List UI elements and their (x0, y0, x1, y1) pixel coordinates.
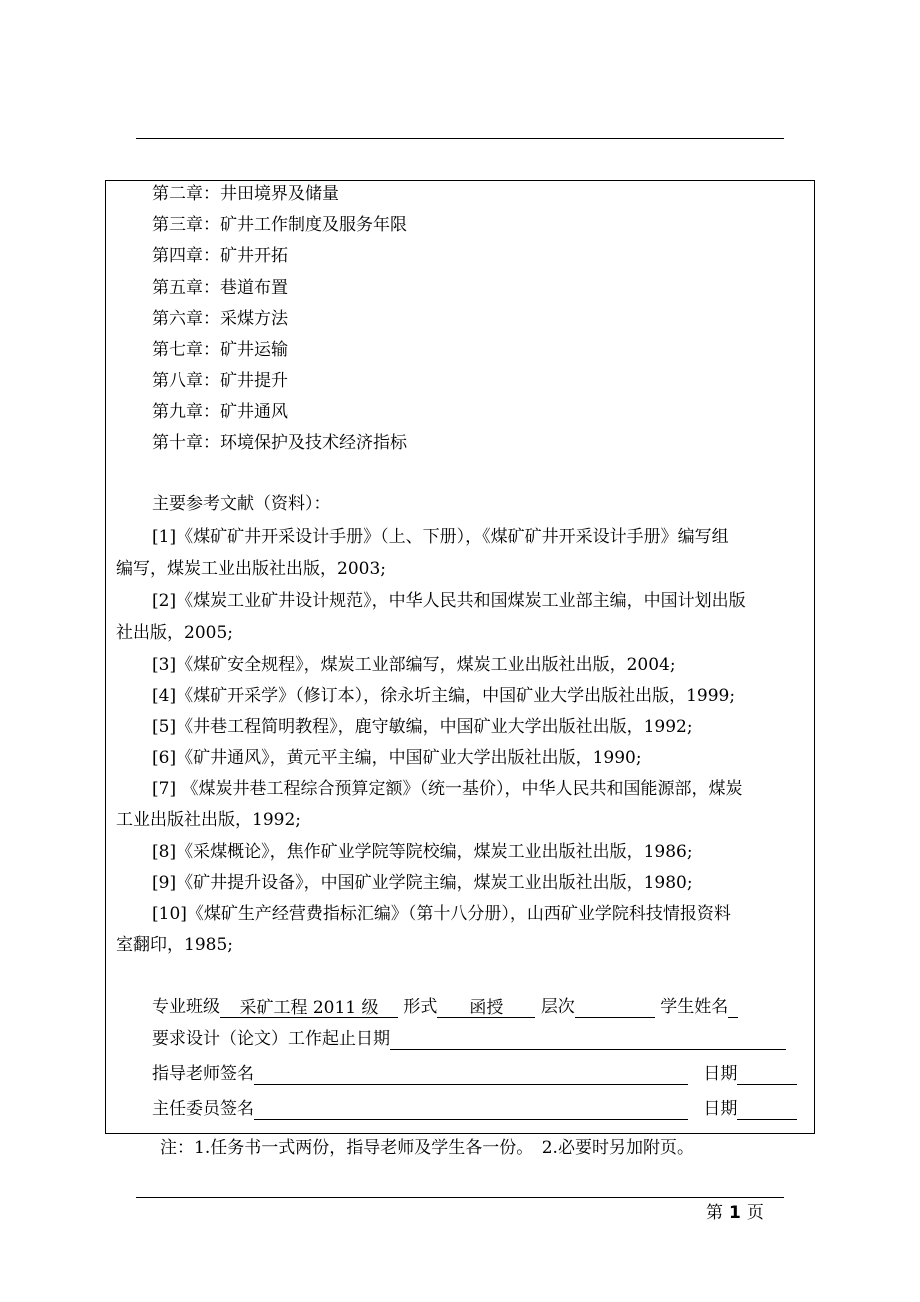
reference-line: [10]《煤矿生产经营费指标汇编》（第十八分册），山西矿业学院科技情报资料 (152, 904, 731, 924)
student-name-label: 学生姓名 (660, 997, 729, 1017)
reference-line: [9]《矿井提升设备》，中国矿业学院主编，煤炭工业出版社出版，1980; (152, 873, 693, 893)
director-date-field[interactable] (737, 1099, 797, 1120)
reference-line: [2]《煤炭工业矿井设计规范》，中华人民共和国煤炭工业部主编，中国计划出版 (152, 591, 746, 611)
dates-label: 要求设计（论文）工作起止日期 (152, 1029, 390, 1049)
advisor-signature-label: 指导老师签名 (152, 1064, 254, 1084)
chapter-line: 第五章：巷道布置 (152, 278, 288, 298)
student-info-row (152, 996, 738, 1018)
dates-field[interactable] (390, 1029, 786, 1050)
director-signature-label: 主任委员签名 (152, 1099, 254, 1119)
dates-row (152, 1028, 786, 1050)
chapter-line: 第七章：矿井运输 (152, 340, 288, 360)
reference-line: [4]《煤矿开采学》（修订本），徐永圻主编，中国矿业大学出版社出版，1999; (152, 686, 736, 706)
chapter-line: 第二章：井田境界及储量 (152, 184, 339, 204)
reference-continuation: 编写，煤炭工业出版社出版，2003; (116, 559, 386, 579)
level-field[interactable] (575, 997, 655, 1018)
director-row (152, 1098, 797, 1120)
footnote: 注：1.任务书一式两份，指导老师及学生各一份。 2.必要时另加附页。 (160, 1138, 694, 1158)
advisor-signature-field[interactable] (254, 1064, 688, 1085)
reference-continuation: 室翻印，1985; (116, 935, 233, 955)
reference-line: [8]《采煤概论》，焦作矿业学院等院校编，煤炭工业出版社出版，1986; (152, 842, 693, 862)
page-number-value: 1 (729, 1203, 741, 1223)
reference-line: [5]《井巷工程简明教程》，鹿守敏编，中国矿业大学出版社出版，1992; (152, 717, 693, 737)
director-date-label: 日期 (703, 1099, 738, 1119)
director-signature-field[interactable] (254, 1099, 688, 1120)
level-label: 层次 (540, 997, 575, 1017)
page-number (706, 1202, 764, 1224)
page-prefix: 第 (706, 1203, 723, 1223)
footer-rule (136, 1197, 784, 1198)
reference-line: [1]《煤矿矿井开采设计手册》（上、下册），《煤矿矿井开采设计手册》编写组 (152, 527, 729, 547)
reference-line: [3]《煤矿安全规程》，煤炭工业部编写，煤炭工业出版社出版，2004; (152, 655, 676, 675)
advisor-date-label: 日期 (703, 1064, 738, 1084)
page-suffix: 页 (746, 1203, 764, 1223)
chapter-line: 第六章：采煤方法 (152, 309, 288, 329)
mode-field[interactable]: 函授 (437, 997, 535, 1018)
header-rule (136, 138, 784, 139)
reference-line: [7] 《煤炭井巷工程综合预算定额》（统一基价），中华人民共和国能源部，煤炭 (152, 779, 743, 799)
major-field[interactable]: 采矿工程 2011 级 (220, 997, 398, 1018)
advisor-row (152, 1063, 797, 1085)
mode-label: 形式 (403, 997, 438, 1017)
reference-continuation: 工业出版社出版，1992; (116, 810, 301, 830)
chapter-line: 第九章：矿井通风 (152, 402, 288, 422)
chapter-line: 第十章：环境保护及技术经济指标 (152, 433, 407, 453)
chapter-line: 第三章：矿井工作制度及服务年限 (152, 215, 407, 235)
reference-continuation: 社出版，2005; (116, 623, 233, 643)
chapter-line: 第八章：矿井提升 (152, 371, 288, 391)
student-name-field[interactable] (728, 997, 738, 1018)
major-label: 专业班级 (152, 997, 220, 1017)
advisor-date-field[interactable] (737, 1064, 797, 1085)
reference-line: [6]《矿井通风》，黄元平主编，中国矿业大学出版社出版，1990; (152, 748, 642, 768)
chapter-line: 第四章：矿井开拓 (152, 246, 288, 266)
task-form-frame (105, 180, 815, 1134)
references-heading: 主要参考文献（资料）： (152, 494, 331, 514)
